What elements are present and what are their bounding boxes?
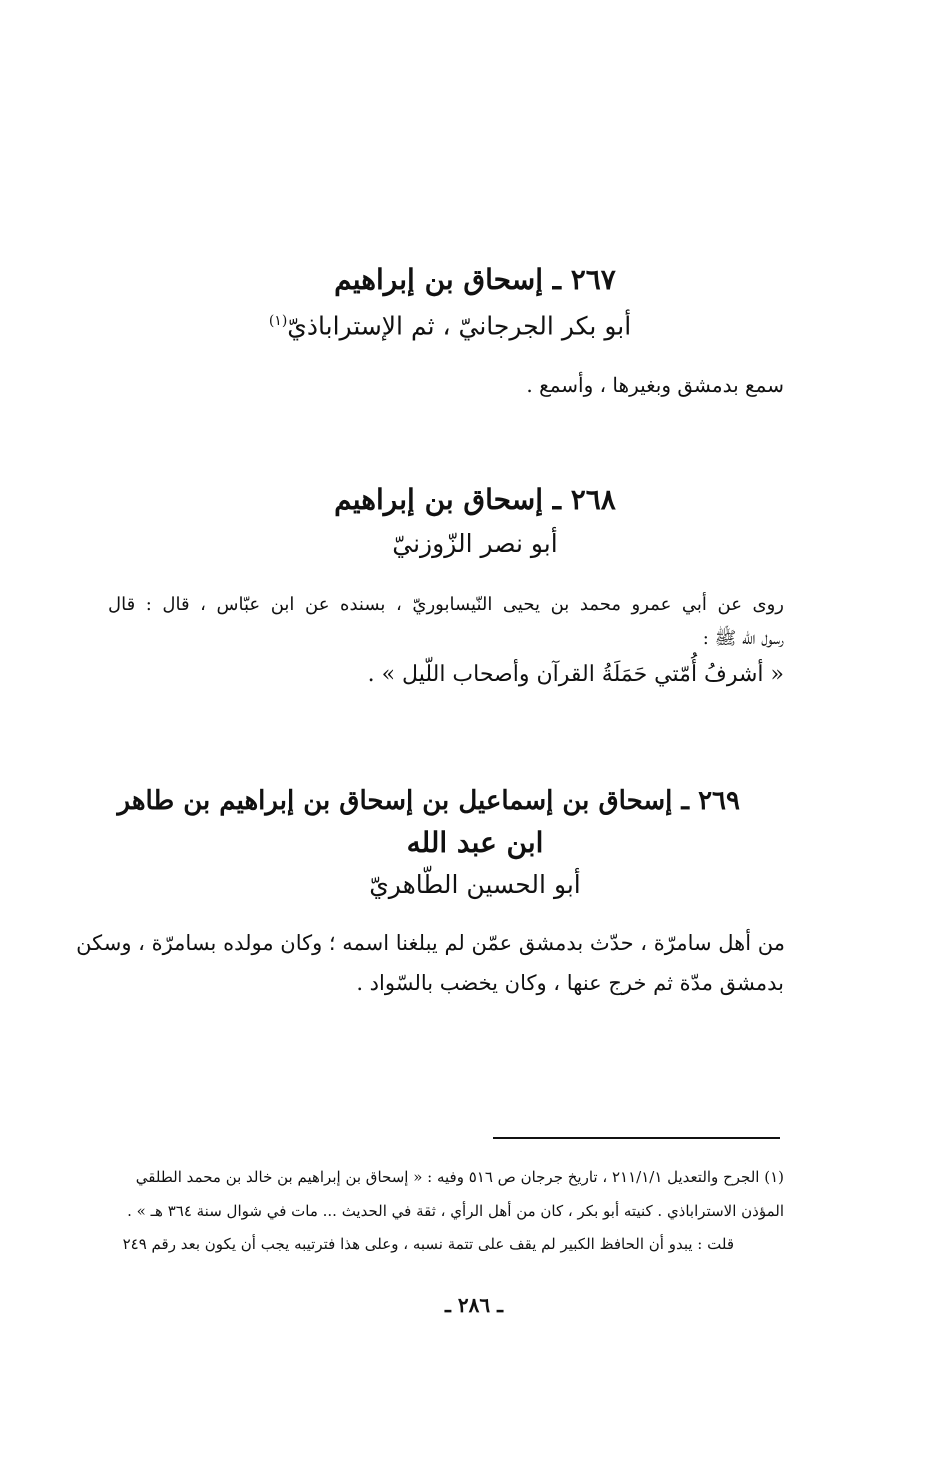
entry-269-body-line-2: بدمشق مدّة ثم خرج عنها ، وكان يخضب بالسّواد .: [356, 971, 784, 995]
entry-269-subheading: أبو الحسين الطّاهريّ: [369, 870, 581, 899]
entry-268-quote: « أشرفُ أُمّتي حَمَلَةُ القرآن وأصحاب اللّيل » .: [367, 662, 784, 687]
entry-269-heading-line-2: ابن عبد الله: [406, 826, 544, 859]
entry-268-body-line-1: روى عن أبي عمرو محمد بن يحيى النّيسابوريّ ، بسنده عن ابن عبّاس ، قال : قال: [108, 594, 784, 615]
entry-267-body-line-1: سمع بدمشق وبغيرها ، وأسمع .: [526, 373, 784, 397]
footnote-divider: [493, 1137, 780, 1139]
entry-267-heading: ٢٦٧ ـ إسحاق بن إبراهيم: [334, 263, 616, 296]
entry-269-body-line-1: من أهل سامرّة ، حدّث بدمشق عمّن لم يبلغنا اسمه ؛ وكان مولده بسامرّة ، وسكن: [76, 931, 785, 955]
entry-269-heading: ٢٦٩ ـ إسحاق بن إسماعيل بن إسحاق بن إبراهيم بن طاهر: [117, 786, 740, 816]
page-number: ـ ٢٨٦ ـ: [445, 1293, 503, 1317]
footnote-line-2: المؤذن الاستراباذي . كنيته أبو بكر ، كان من أهل الرأي ، ثقة في الحديث ... مات في شوال سنة ٣٦٤ هـ » .: [127, 1202, 784, 1220]
entry-268-body-line-2: رسول الله ﷺ :: [702, 628, 784, 649]
footnote-ref-1[interactable]: (١): [268, 313, 288, 329]
entry-267-subheading: [200, 304, 700, 343]
entry-268-heading: ٢٦٨ ـ إسحاق بن إبراهيم: [334, 483, 616, 516]
footnote-line-1: (١) الجرح والتعديل ٢١١/١/١ ، تاريخ جرجان ص ٥١٦ وفيه : « إسحاق بن إبراهيم بن خالد بن محمد الطلقي: [135, 1168, 784, 1186]
footnote-line-3: قلت : يبدو أن الحافظ الكبير لم يقف على تتمة نسبه ، وعلى هذا فترتيبه يجب أن يكون بعد رقم ٢٤٩: [122, 1235, 734, 1253]
entry-267-subheading-text: أبو بكر الجرجانيّ ، ثم الإستراباذيّ: [287, 311, 632, 341]
entry-268-subheading: أبو نصر الزّوزنيّ: [392, 529, 558, 558]
